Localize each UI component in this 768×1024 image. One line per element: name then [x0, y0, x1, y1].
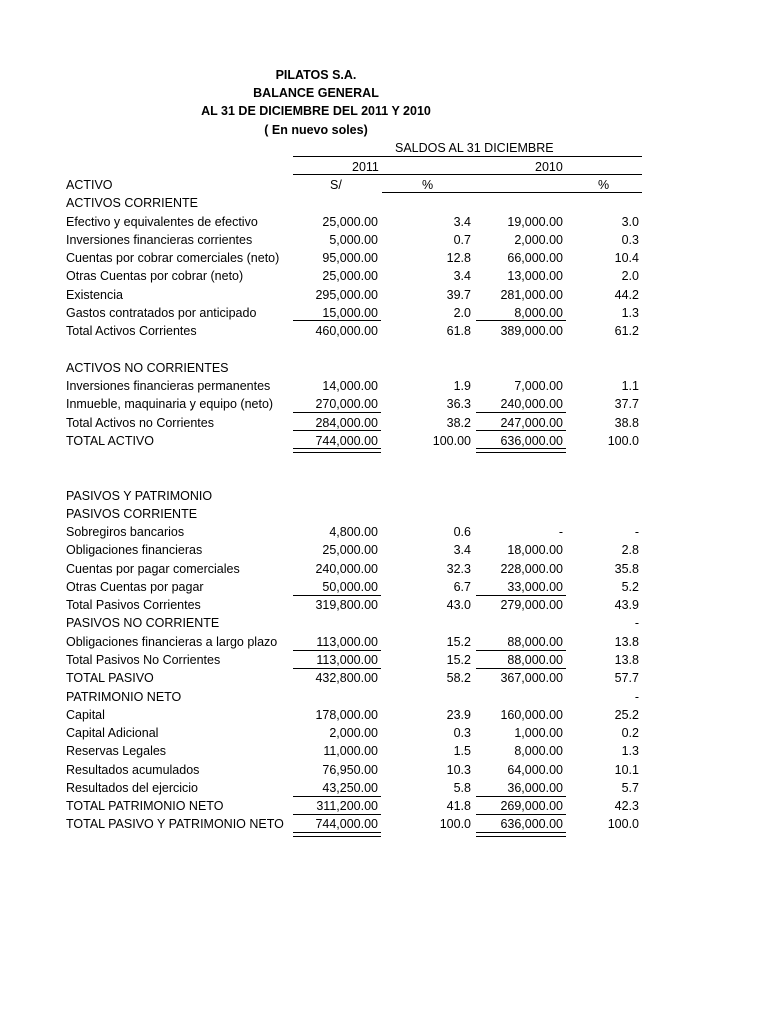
row-label: Capital Adicional [66, 726, 159, 741]
row-label: Total Pasivos Corrientes [66, 598, 201, 613]
value-2011: 11,000.00 [323, 744, 378, 759]
row-label: ACTIVOS CORRIENTE [66, 196, 198, 211]
pct-2010: 37.7 [614, 397, 639, 412]
company-name: PILATOS S.A. [275, 68, 357, 82]
pct-2011: 32.3 [446, 561, 471, 576]
value-2011: 432,800.00 [315, 671, 378, 686]
table-row [0, 432, 768, 450]
table-row [0, 651, 768, 669]
table-row [0, 487, 768, 505]
table-row [0, 578, 768, 596]
value-2010: 160,000.00 [500, 707, 563, 722]
row-label: Resultados acumulados [66, 762, 200, 777]
pct-2011: 10.3 [446, 762, 471, 777]
row-label: PASIVOS CORRIENTE [66, 506, 198, 521]
row-label: Obligaciones financieras [66, 543, 203, 558]
row-label: Cuentas por pagar comerciales [66, 561, 240, 576]
header-rule-top [293, 156, 642, 157]
pct-2010: 43.9 [614, 598, 639, 613]
subtotal-rule [476, 796, 566, 797]
value-2010: 636,000.00 [500, 817, 563, 832]
value-2011: 50,000.00 [322, 579, 378, 594]
value-2010: 7,000.00 [514, 378, 563, 393]
pct-2010: 2.8 [621, 543, 639, 558]
row-label: Resultados del ejercicio [66, 780, 199, 795]
pct-2010: 0.3 [621, 232, 639, 247]
table-row [0, 249, 768, 267]
value-2010: 240,000.00 [500, 397, 563, 412]
subtotal-rule [293, 814, 381, 815]
pct-2011: 41.8 [446, 799, 471, 814]
pct-2011: 39.7 [446, 287, 471, 302]
row-label: TOTAL PASIVO [66, 671, 154, 686]
value-2010: 18,000.00 [507, 543, 563, 558]
pct-2011: 5.8 [453, 780, 471, 795]
row-label: Reservas Legales [66, 744, 167, 759]
value-2010: 247,000.00 [500, 415, 563, 430]
value-2011: 319,800.00 [315, 598, 378, 613]
pct-2011: 61.8 [446, 324, 471, 339]
pct-2010: 1.3 [621, 305, 639, 320]
subtotal-rule [476, 430, 566, 431]
pct-2011: 100.0 [439, 817, 471, 832]
table-row [0, 322, 768, 340]
value-2010: 228,000.00 [500, 561, 563, 576]
value-2010: 389,000.00 [500, 324, 563, 339]
pct-2011: 23.9 [446, 707, 471, 722]
value-2010: 36,000.00 [507, 780, 563, 795]
value-2011: 460,000.00 [315, 324, 378, 339]
col-pct-2010: % [598, 178, 610, 192]
subtotal-rule [476, 412, 566, 413]
subtotal-rule [476, 668, 566, 669]
table-row [0, 194, 768, 212]
value-2010: 88,000.00 [507, 634, 563, 649]
value-2010: 66,000.00 [507, 251, 563, 266]
statement-period: AL 31 DE DICIEMBRE DEL 2011 Y 2010 [201, 104, 431, 118]
pct-2011: 3.4 [453, 543, 471, 558]
row-label: Otras Cuentas por pagar [66, 579, 204, 594]
pct-2011: 3.4 [453, 269, 471, 284]
value-2010: 636,000.00 [500, 433, 563, 448]
col-pct-2011: % [422, 178, 434, 192]
row-label: PASIVOS Y PATRIMONIO [66, 488, 213, 503]
row-label: Existencia [66, 287, 123, 302]
row-label: Inversiones financieras corrientes [66, 232, 253, 247]
row-label: Capital [66, 707, 105, 722]
total-double-rule [293, 832, 381, 837]
value-2011: 4,800.00 [329, 525, 378, 540]
table-row [0, 596, 768, 614]
table-row [0, 633, 768, 651]
value-2011: 744,000.00 [315, 433, 378, 448]
row-label: Total Activos no Corrientes [66, 415, 214, 430]
value-2010: 13,000.00 [507, 269, 563, 284]
saldos-header: SALDOS AL 31 DICIEMBRE [395, 141, 554, 155]
pct-2011: 2.0 [453, 305, 471, 320]
subtotal-rule [476, 650, 566, 651]
value-2011: 15,000.00 [322, 305, 378, 320]
total-double-rule [293, 448, 381, 453]
subtotal-rule [293, 412, 381, 413]
total-double-rule [476, 832, 566, 837]
table-row [0, 541, 768, 559]
value-2010: 279,000.00 [500, 598, 563, 613]
value-2011: 76,950.00 [322, 762, 378, 777]
pct-2010: 1.1 [621, 378, 639, 393]
pct-2011: 58.2 [446, 671, 471, 686]
value-2011: 744,000.00 [315, 817, 378, 832]
pct-2011: 36.3 [446, 397, 471, 412]
value-2010: 33,000.00 [507, 579, 563, 594]
value-2011: 25,000.00 [322, 269, 378, 284]
pct-2010: 2.0 [621, 269, 639, 284]
value-2011: 43,250.00 [322, 780, 378, 795]
pct-2011: 15.2 [446, 653, 471, 668]
pct-2011: 12.8 [446, 251, 471, 266]
table-row [0, 395, 768, 413]
row-label: PASIVOS NO CORRIENTE [66, 616, 220, 631]
table-row [0, 761, 768, 779]
value-2010: 367,000.00 [500, 671, 563, 686]
value-2011: 25,000.00 [322, 543, 378, 558]
pct-2010: 13.8 [614, 653, 639, 668]
table-row [0, 523, 768, 541]
pct-2011: 0.6 [453, 525, 471, 540]
subtotal-rule [293, 595, 381, 596]
table-row [0, 176, 768, 194]
table-row [0, 560, 768, 578]
row-label: TOTAL PASIVO Y PATRIMONIO NETO [66, 817, 284, 832]
row-label: Inversiones financieras permanentes [66, 378, 271, 393]
subtotal-rule [476, 595, 566, 596]
table-row [0, 286, 768, 304]
pct-2010: 0.2 [621, 726, 639, 741]
row-label: Total Activos Corrientes [66, 324, 197, 339]
table-row [0, 267, 768, 285]
pct-2010: 57.7 [614, 671, 639, 686]
currency-note: ( En nuevo soles) [264, 123, 368, 137]
pct-2010: 10.1 [614, 762, 639, 777]
pct-2011: 3.4 [453, 214, 471, 229]
table-row [0, 213, 768, 231]
value-2011: 25,000.00 [322, 214, 378, 229]
row-label: Cuentas por cobrar comerciales (neto) [66, 251, 280, 266]
pct-2010: - [634, 525, 639, 540]
pct-2010: 42.3 [614, 799, 639, 814]
table-row [0, 468, 768, 486]
table-row [0, 614, 768, 632]
table-row [0, 688, 768, 706]
total-double-rule [476, 448, 566, 453]
pct-2011: 1.9 [453, 378, 471, 393]
pct-2011: 100.00 [432, 433, 471, 448]
pct-2010: 5.2 [621, 579, 639, 594]
table-row [0, 340, 768, 358]
subtotal-rule [293, 668, 381, 669]
table-row [0, 414, 768, 432]
table-row [0, 304, 768, 322]
pct-2011: 38.2 [446, 415, 471, 430]
pct-2010: 61.2 [614, 324, 639, 339]
row-label: TOTAL ACTIVO [66, 433, 154, 448]
table-row [0, 815, 768, 833]
table-row [0, 669, 768, 687]
header-rule-bottom [293, 174, 642, 175]
table-row [0, 779, 768, 797]
pct-2011: 6.7 [453, 579, 471, 594]
pct-2010: 1.3 [621, 744, 639, 759]
value-2011: 113,000.00 [316, 653, 378, 668]
pct-2010: 5.7 [621, 780, 639, 795]
pct-2011: 15.2 [446, 634, 471, 649]
table-row [0, 724, 768, 742]
row-label: Inmueble, maquinaria y equipo (neto) [66, 397, 274, 412]
value-2011: 240,000.00 [315, 561, 378, 576]
value-2010: 88,000.00 [507, 653, 563, 668]
subtotal-rule [476, 814, 566, 815]
value-2010: - [558, 525, 563, 540]
row-label: PATRIMONIO NETO [66, 689, 182, 704]
pct-2010: 38.8 [614, 415, 639, 430]
value-2011: 284,000.00 [315, 415, 378, 430]
pct-2010: 100.0 [607, 433, 639, 448]
pct-2010: 100.0 [607, 817, 639, 832]
table-row [0, 450, 768, 468]
value-2011: 178,000.00 [315, 707, 378, 722]
value-2011: 295,000.00 [315, 287, 378, 302]
subtotal-rule [293, 650, 381, 651]
value-2010: 8,000.00 [514, 305, 563, 320]
row-label: Gastos contratados por anticipado [66, 305, 257, 320]
subtotal-rule [476, 320, 566, 321]
pct-2010: - [634, 689, 639, 704]
value-2010: 269,000.00 [500, 799, 563, 814]
row-label: TOTAL PATRIMONIO NETO [66, 799, 224, 814]
value-2010: 1,000.00 [514, 726, 563, 741]
value-2010: 64,000.00 [507, 762, 563, 777]
subtotal-rule [293, 796, 381, 797]
pct-2011: 1.5 [453, 744, 471, 759]
row-label: Efectivo y equivalentes de efectivo [66, 214, 258, 229]
value-2011: 5,000.00 [329, 232, 378, 247]
pct-2010: 13.8 [614, 634, 639, 649]
pct-2011: 0.7 [453, 232, 471, 247]
value-2010: 8,000.00 [514, 744, 563, 759]
value-2010: 2,000.00 [514, 232, 563, 247]
table-row [0, 797, 768, 815]
year-2011: 2011 [352, 160, 379, 174]
table-row [0, 706, 768, 724]
pct-2010: 10.4 [614, 251, 639, 266]
row-label: Otras Cuentas por cobrar (neto) [66, 269, 244, 284]
row-label: ACTIVOS NO CORRIENTES [66, 360, 229, 375]
value-2011: 95,000.00 [322, 251, 378, 266]
row-label: Sobregiros bancarios [66, 525, 185, 540]
col-currency: S/ [330, 178, 342, 192]
value-2010: 281,000.00 [500, 287, 563, 302]
pct-2010: 25.2 [614, 707, 639, 722]
statement-title: BALANCE GENERAL [253, 86, 379, 100]
value-2011: 2,000.00 [329, 726, 378, 741]
table-row [0, 359, 768, 377]
value-2011: 14,000.00 [322, 378, 378, 393]
value-2011: 270,000.00 [315, 397, 378, 412]
subtotal-rule [293, 430, 381, 431]
table-row [0, 505, 768, 523]
table-row [0, 742, 768, 760]
value-2011: 311,200.00 [316, 799, 378, 814]
pct-2010: 44.2 [614, 287, 639, 302]
table-row [0, 377, 768, 395]
row-label: ACTIVO [66, 178, 113, 192]
pct-2010: - [634, 616, 639, 631]
year-2010: 2010 [535, 160, 563, 174]
table-row [0, 231, 768, 249]
pct-2011: 43.0 [446, 598, 471, 613]
subtotal-rule [293, 320, 381, 321]
row-label: Total Pasivos No Corrientes [66, 653, 221, 668]
pct-2011: 0.3 [453, 726, 471, 741]
pct-2010: 35.8 [614, 561, 639, 576]
pct-2010: 3.0 [621, 214, 639, 229]
value-2010: 19,000.00 [507, 214, 563, 229]
value-2011: 113,000.00 [316, 634, 378, 649]
row-label: Obligaciones financieras a largo plazo [66, 634, 278, 649]
